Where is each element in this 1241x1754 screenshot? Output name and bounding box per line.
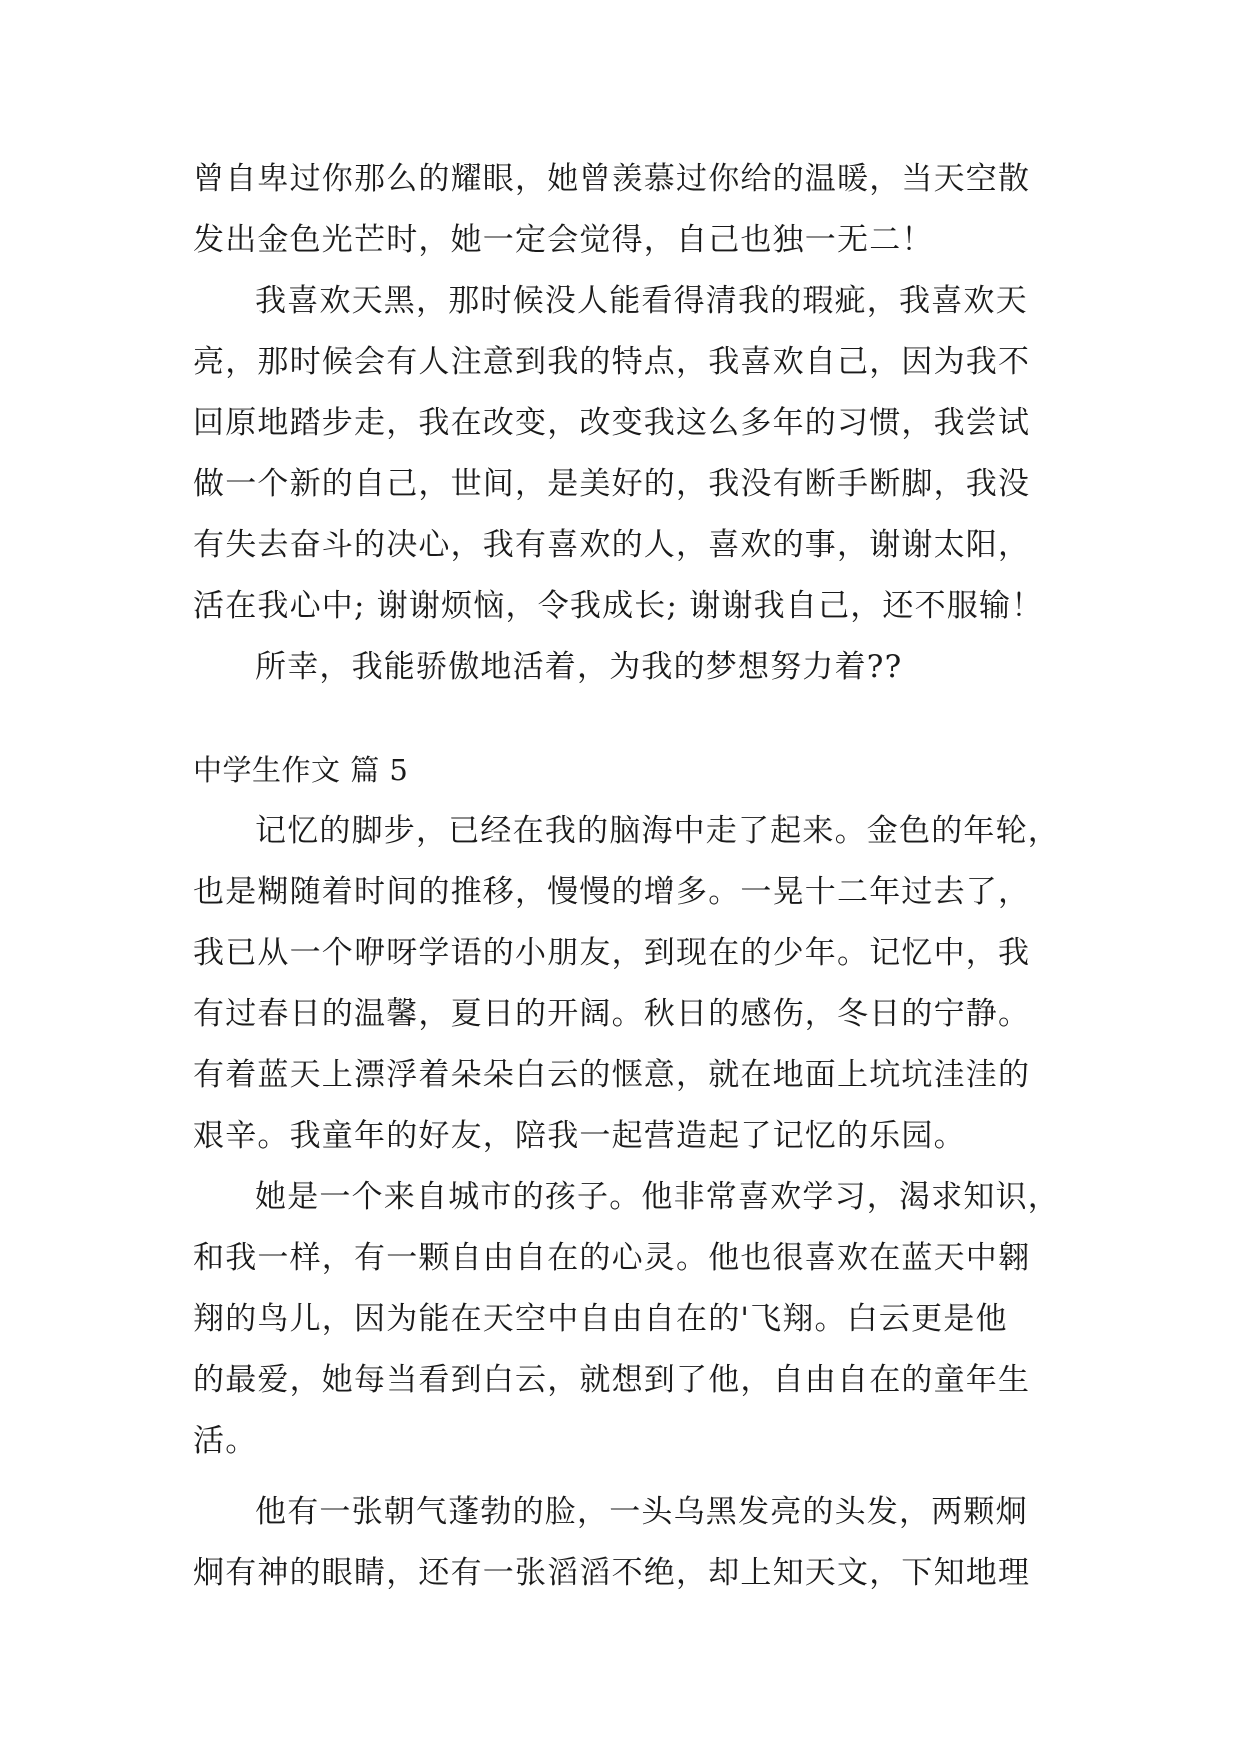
text-line: 翔的鸟儿，因为能在天空中自由自在的'飞翔。白云更是他	[193, 1301, 1008, 1337]
text-line: 活在我心中; 谢谢烦恼，令我成长; 谢谢我自己，还不服输！	[193, 588, 1044, 624]
text-line: 她是一个来自城市的孩子。他非常喜欢学习，渴求知识，	[255, 1179, 1060, 1215]
section-heading: 中学生作文 篇 5	[193, 753, 409, 787]
text-line: 也是糊随着时间的推移，慢慢的增多。一晃十二年过去了，	[193, 874, 1031, 910]
text-line: 记忆的脚步，已经在我的脑海中走了起来。金色的年轮，	[255, 813, 1060, 849]
text-line: 的最爱，她每当看到白云，就想到了他，自由自在的童年生	[193, 1362, 1031, 1398]
text-line: 有着蓝天上漂浮着朵朵白云的惬意，就在地面上坑坑洼洼的	[193, 1057, 1031, 1093]
text-line: 发出金色光芒时，她一定会觉得，自己也独一无二！	[193, 222, 934, 258]
text-line: 做一个新的自己，世间，是美好的，我没有断手断脚，我没	[193, 466, 1031, 502]
text-line: 活。	[193, 1423, 258, 1459]
text-line: 曾自卑过你那么的耀眼，她曾羡慕过你给的温暖，当天空散	[193, 161, 1031, 197]
text-line: 艰辛。我童年的好友，陪我一起营造起了记忆的乐园。	[193, 1118, 966, 1154]
text-line: 回原地踏步走，我在改变，改变我这么多年的习惯，我尝试	[193, 405, 1031, 441]
text-line: 亮，那时候会有人注意到我的特点，我喜欢自己，因为我不	[193, 344, 1031, 380]
text-line: 我已从一个咿呀学语的小朋友，到现在的少年。记忆中，我	[193, 935, 1031, 971]
text-line: 炯有神的眼睛，还有一张滔滔不绝，却上知天文，下知地理	[193, 1555, 1031, 1591]
text-line: 他有一张朝气蓬勃的脸，一头乌黑发亮的头发，两颗炯	[255, 1494, 1028, 1530]
text-line: 有失去奋斗的决心，我有喜欢的人，喜欢的事，谢谢太阳，	[193, 527, 1031, 563]
text-line: 我喜欢天黑，那时候没人能看得清我的瑕疵，我喜欢天	[255, 283, 1028, 319]
text-line: 所幸，我能骄傲地活着，为我的梦想努力着??	[255, 649, 903, 685]
text-line: 和我一样，有一颗自由自在的心灵。他也很喜欢在蓝天中翱	[193, 1240, 1031, 1276]
text-line: 有过春日的温馨，夏日的开阔。秋日的感伤，冬日的宁静。	[193, 996, 1031, 1032]
